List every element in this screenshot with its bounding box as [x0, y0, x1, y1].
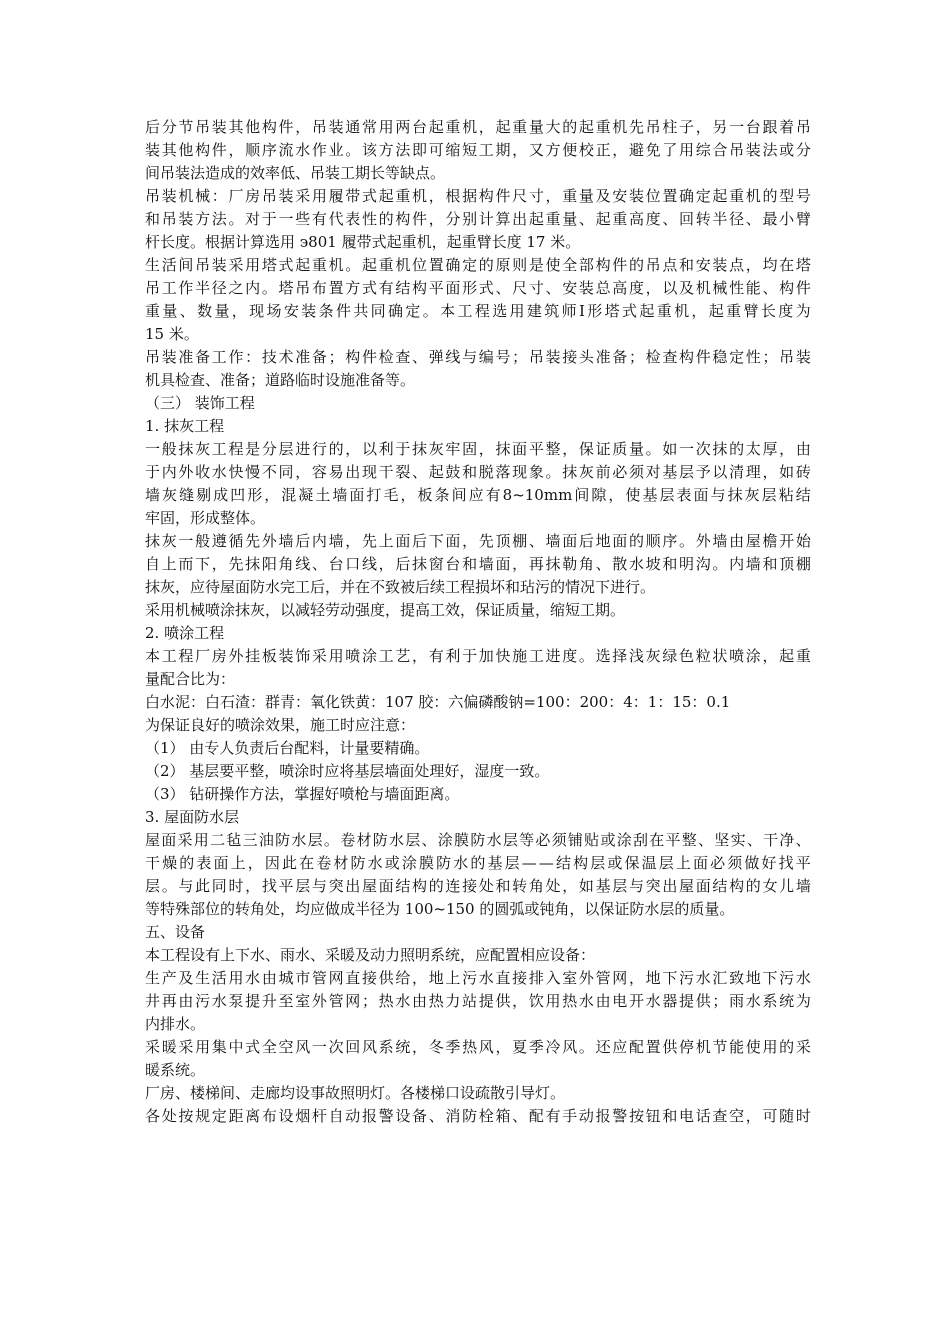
document-body	[145, 116, 811, 1128]
text-line: 吊 装 准 备 工 作 ： 技 术 准 备 ； 构 件 检 查 、 弹 线 与 编 号 ； 吊 装 接 头 准 备 ； 检 查 构 件 稳 定 性 ； 吊 装	[145, 348, 811, 366]
text-line: 生 产 及 生 活 用 水 由 城 市 管 网 直 接 供 给 ， 地 上 污 水 直 接 排 入 室 外 管 网 ， 地 下 污 水 汇 致 地 下 污 水	[145, 969, 811, 987]
text-line: 层 。 与 此 同 时 ， 找 平 层 与 突 出 屋 面 结 构 的 连 接 处 和 转 角 处 ， 如 基 层 与 突 出 屋 面 结 构 的 女 儿 墙	[145, 877, 811, 895]
text-line: 内排水。	[145, 1015, 206, 1033]
text-line: 屋 面 采 用 二 毡 三 油 防 水 层 。 卷 材 防 水 层 、 涂 膜 防 水 层 等 必 须 铺 贴 或 涂 刮 在 平 整 、 坚 实 、 干 净 、	[145, 831, 811, 849]
text-line: 井 再 由 污 水 泵 提 升 至 室 外 管 网 ； 热 水 由 热 力 站 提 供 ， 饮 用 热 水 由 电 开 水 器 提 供 ； 雨 水 系 统 为	[145, 992, 811, 1010]
text-line: 本 工 程 厂 房 外 挂 板 装 饰 采 用 喷 涂 工 艺 ， 有 利 于 加 快 施 工 进 度 。 选 择 浅 灰 绿 色 粒 状 喷 涂 ， 起 重	[145, 647, 811, 665]
text-line: 五、设备	[145, 923, 206, 941]
text-line: 1. 抹灰工程	[145, 417, 225, 435]
text-line: 抹 灰 一 般 遵 循 先 外 墙 后 内 墙 ， 先 上 面 后 下 面 ， 先 顶 棚 、 墙 面 后 地 面 的 顺 序 。 外 墙 由 屋 檐 开 始	[145, 532, 811, 550]
text-line: 采用机械喷涂抹灰，以减轻劳动强度，提高工效，保证质量，缩短工期。	[145, 601, 626, 619]
text-line: 采 暖 采 用 集 中 式 全 空 风 一 次 回 风 系 统 ， 冬 季 热 风 ， 夏 季 冷 风 。 还 应 配 置 供 停 机 节 能 使 用 的 采	[145, 1038, 811, 1056]
text-line: 墙 灰 缝 剔 成 凹 形 ， 混 凝 土 墙 面 打 毛 ， 板 条 间 应 有 8~10mm 间 隙 ， 使 基 层 表 面 与 抹 灰 层 粘 结	[145, 486, 811, 504]
text-line: 装 其 他 构 件 ， 顺 序 流 水 作 业 。 该 方 法 即 可 缩 短 工 期 ， 又 方 便 校 正 ， 避 免 了 用 综 合 吊 装 法 或 分	[145, 141, 811, 159]
text-line: 为保证良好的喷涂效果，施工时应注意：	[145, 716, 416, 734]
text-line: 重 量 、 数 量 ， 现 场 安 装 条 件 共 同 确 定 。 本 工 程 选 用 建 筑 师 Ⅰ 形 塔 式 起 重 机 ， 起 重 臂 长 度 为	[145, 302, 811, 320]
text-line: 生 活 间 吊 装 采 用 塔 式 起 重 机 。 起 重 机 位 置 确 定 的 原 则 是 使 全 部 构 件 的 吊 点 和 安 装 点 ， 均 在 塔	[145, 256, 811, 274]
text-line: 白水泥：白石渣：群青：氧化铁黄：107 胶：六偏磷酸钠=100：200：4：1：15：0.1	[145, 693, 731, 711]
text-line: 杆长度。根据计算选用 э801 履带式起重机，起重臂长度 17 米。	[145, 233, 581, 251]
text-line: （3） 钻研操作方法，掌握好喷枪与墙面距离。	[145, 785, 460, 803]
text-line: 厂房、楼梯间、走廊均设事故照明灯。各楼梯口设疏散引导灯。	[145, 1084, 566, 1102]
text-line: 和 吊 装 方 法 。 对 于 一 些 有 代 表 性 的 构 件 ， 分 别 计 算 出 起 重 量 、 起 重 高 度 、 回 转 半 径 、 最 小 臂	[145, 210, 811, 228]
text-line: 间吊装法造成的效率低、吊装工期长等缺点。	[145, 164, 446, 182]
text-line: 牢固，形成整体。	[145, 509, 266, 527]
text-line: 于 内 外 收 水 快 慢 不 同 ， 容 易 出 现 干 裂 、 起 鼓 和 脱 落 现 象 。 抹 灰 前 必 须 对 基 层 予 以 清 理 ， 如 砖	[145, 463, 811, 481]
text-line: 2. 喷涂工程	[145, 624, 225, 642]
text-line: 3. 屋面防水层	[145, 808, 240, 826]
text-line: 干 燥 的 表 面 上 ， 因 此 在 卷 材 防 水 或 涂 膜 防 水 的 基 层 — — 结 构 层 或 保 温 层 上 面 必 须 做 好 找 平	[145, 854, 811, 872]
text-line: 抹灰，应待屋面防水完工后，并在不致被后续工程损坏和玷污的情况下进行。	[145, 578, 656, 596]
text-line: 后 分 节 吊 装 其 他 构 件 ， 吊 装 通 常 用 两 台 起 重 机 ， 起 重 量 大 的 起 重 机 先 吊 柱 子 ， 另 一 台 跟 着 吊	[145, 118, 811, 136]
text-line: 等特殊部位的转角处，均应做成半径为 100~150 的圆弧或钝角，以保证防水层的质量。	[145, 900, 735, 918]
text-line: 各 处 按 规 定 距 离 布 设 烟 杆 自 动 报 警 设 备 、 消 防 栓 箱 、 配 有 手 动 报 警 按 钮 和 电 话 查 空 ， 可 随 时	[145, 1107, 811, 1125]
text-line: 吊 工 作 半 径 之 内 。 塔 吊 布 置 方 式 有 结 构 平 面 形 式 、 尺 寸 、 安 装 总 高 度 ， 以 及 机 械 性 能 、 构 件	[145, 279, 811, 297]
text-line: 一 般 抹 灰 工 程 是 分 层 进 行 的 ， 以 利 于 抹 灰 牢 固 ， 抹 面 平 整 ， 保 证 质 量 。 如 一 次 抹 的 太 厚 ， 由	[145, 440, 811, 458]
text-line: （1） 由专人负责后台配料，计量要精确。	[145, 739, 430, 757]
text-line: 暖系统。	[145, 1061, 206, 1079]
text-line: 15 米。	[145, 325, 199, 343]
text-line: 吊 装 机 械 ： 厂 房 吊 装 采 用 履 带 式 起 重 机 ， 根 据 构 件 尺 寸 ， 重 量 及 安 装 位 置 确 定 起 重 机 的 型 号	[145, 187, 811, 205]
text-line: （2） 基层要平整，喷涂时应将基层墙面处理好，湿度一致。	[145, 762, 550, 780]
text-line: 自 上 而 下 ， 先 抹 阳 角 线 、 台 口 线 ， 后 抹 窗 台 和 墙 面 ， 再 抹 勒 角 、 散 水 坡 和 明 沟 。 内 墙 和 顶 棚	[145, 555, 811, 573]
text-line: 量配合比为：	[145, 670, 236, 688]
text-line: 机具检查、准备；道路临时设施准备等。	[145, 371, 416, 389]
text-line: 本工程设有上下水、雨水、采暖及动力照明系统，应配置相应设备：	[145, 946, 596, 964]
text-line: （三） 装饰工程	[145, 394, 255, 412]
